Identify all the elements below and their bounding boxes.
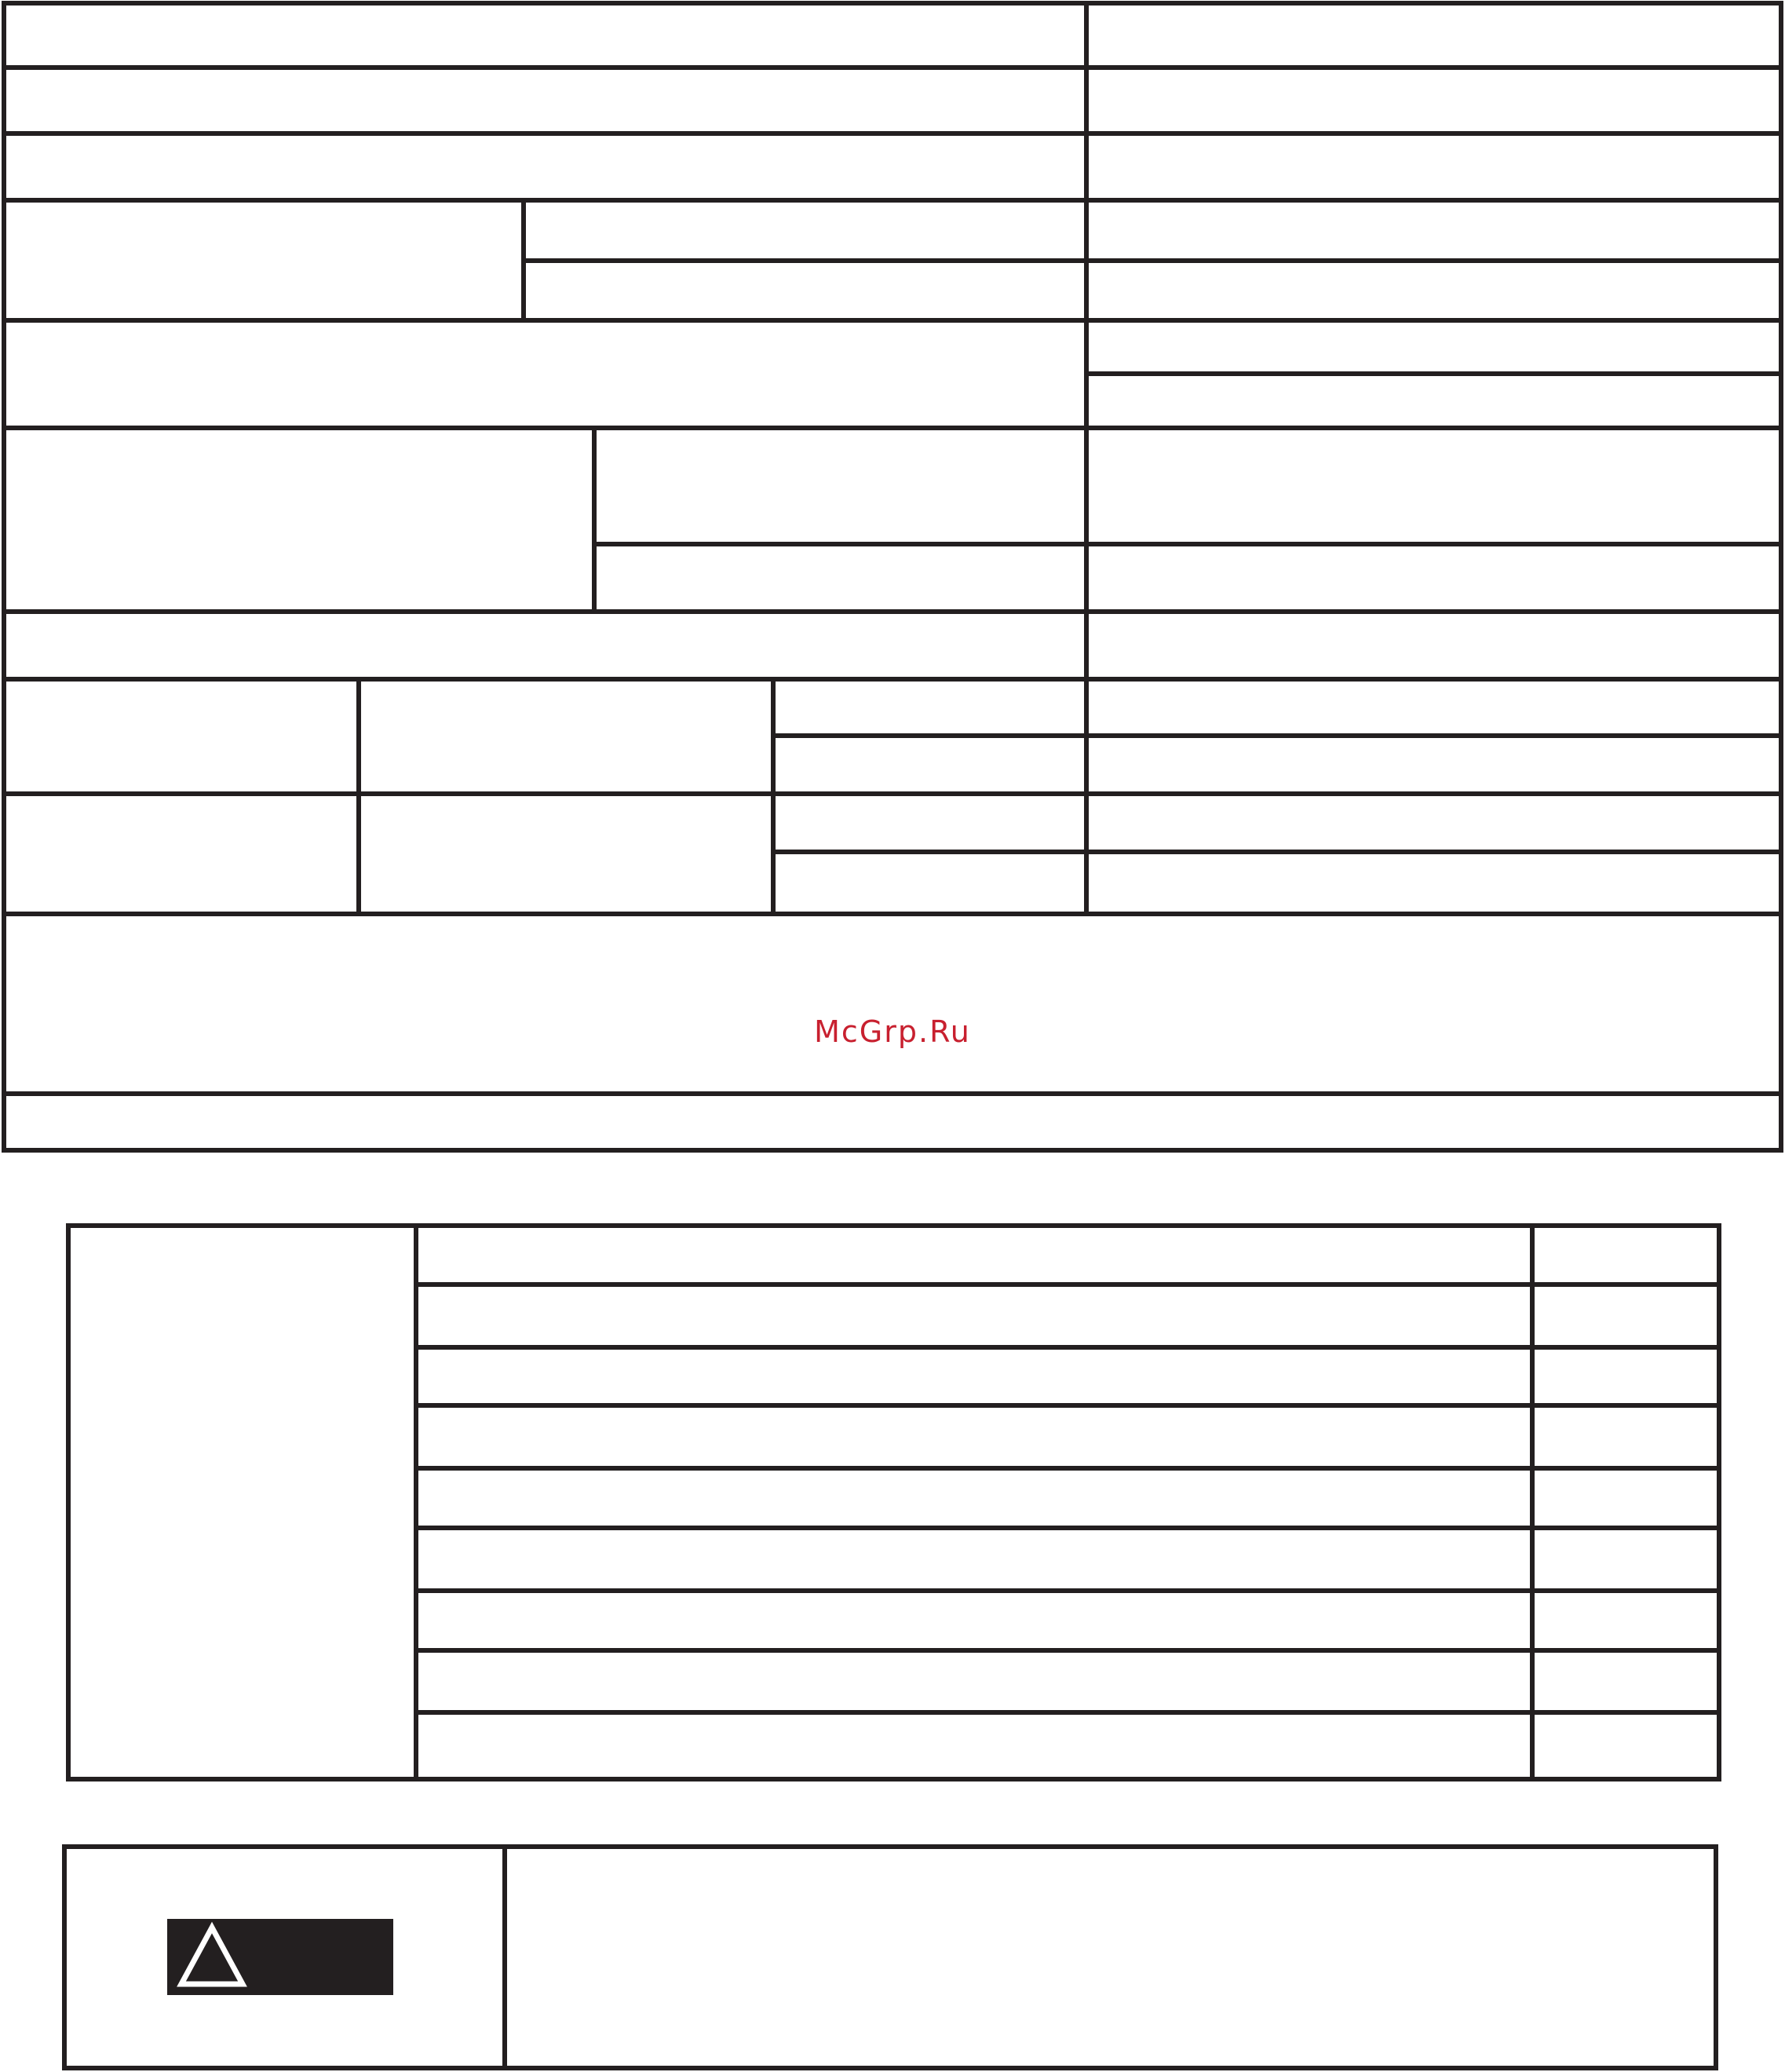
- top-table-border: [4, 3, 1781, 1150]
- watermark-text: McGrp.Ru: [814, 1014, 971, 1049]
- middle-table-border: [68, 1226, 1719, 1779]
